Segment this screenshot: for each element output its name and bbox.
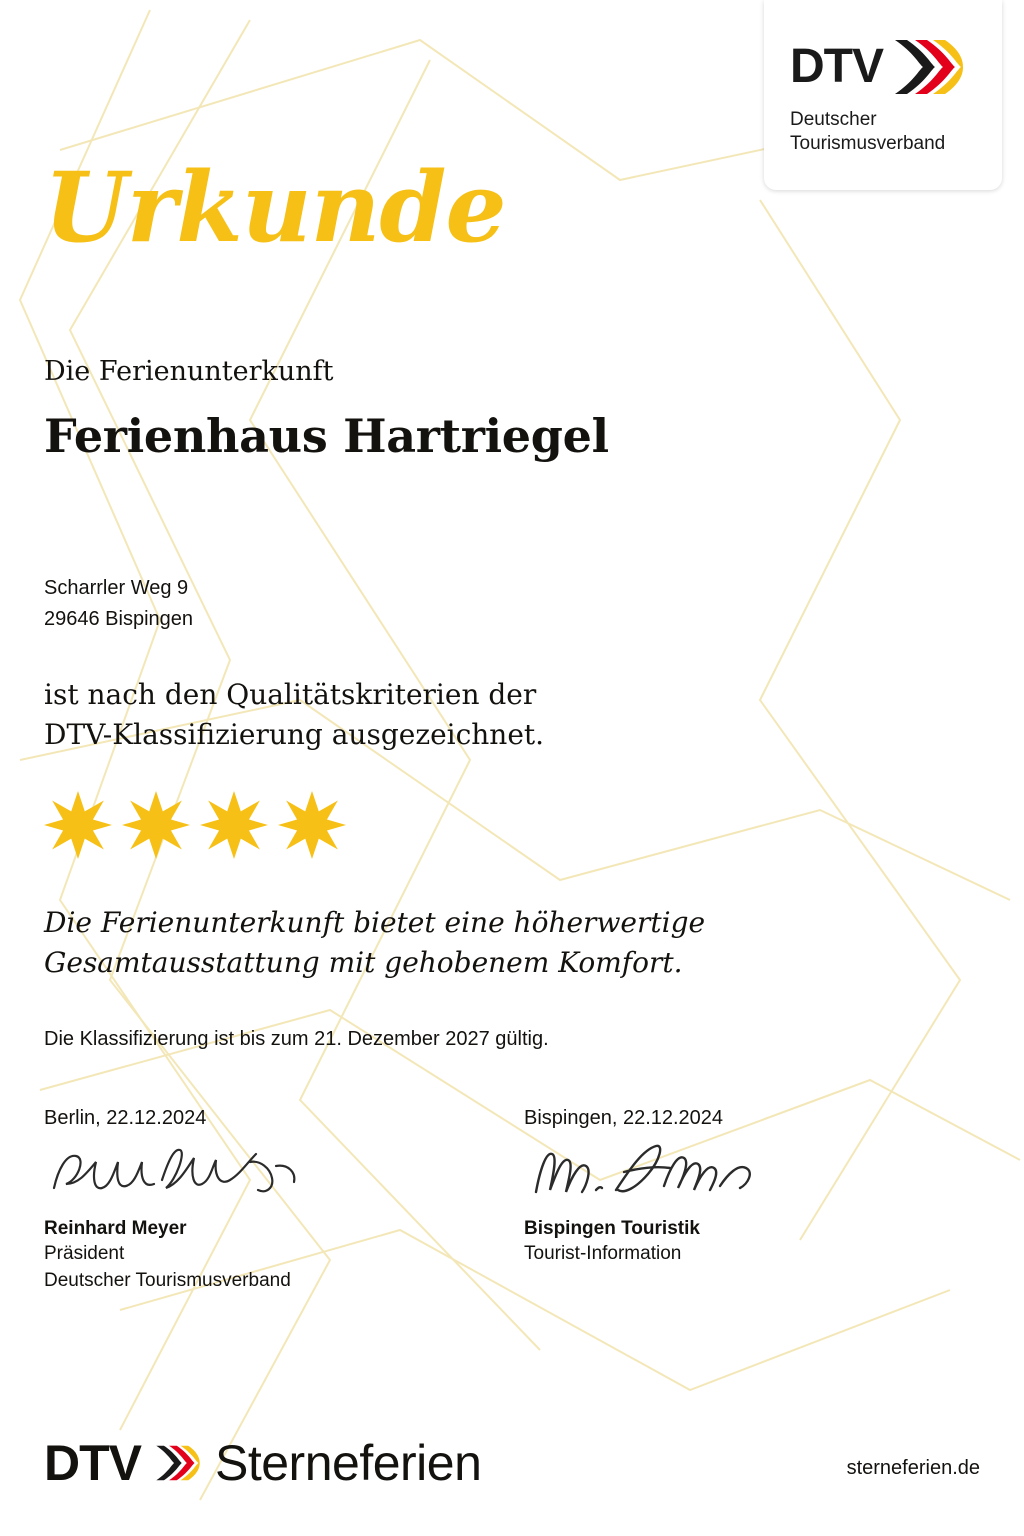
star-rating [44,791,944,859]
property-name: Ferienhaus Hartriegel [44,409,609,463]
star-icon [278,791,346,859]
signature-place-date: Bispingen, 22.12.2024 [524,1106,724,1129]
criteria-line-2: DTV-Klassifizierung ausgezeichnet. [44,717,545,751]
page-title: Urkunde [44,151,506,264]
signatory-name: Reinhard Meyer [44,1217,187,1239]
footer-brand-name: Sterneferien [215,1435,482,1491]
description-line-1: Die Ferienunterkunft bietet eine höherwertige [44,905,706,939]
signature-row [44,1107,944,1295]
signatory-role-2: Deutscher Tourismusverband [44,1270,291,1292]
dtv-wordmark: DTV [790,40,883,93]
address-line-1: Scharrler Weg 9 [44,577,189,599]
address-line-2: 29646 Bispingen [44,608,194,630]
criteria-text [44,675,944,755]
signatory-name: Bispingen Touristik [524,1217,700,1239]
footer-brand-logo [44,1435,482,1491]
certificate-content [44,0,944,1295]
description-line-2: Gesamtausstattung mit gehobenem Komfort. [44,946,683,980]
signatory-role-1: Tourist-Information [524,1242,682,1264]
signature-place-date: Berlin, 22.12.2024 [44,1106,207,1129]
signature-block-left [44,1107,524,1295]
star-icon [200,791,268,859]
criteria-line-1: ist nach den Qualitätskriterien der [44,678,537,711]
footer-url: sterneferien.de [846,1457,980,1479]
dtv-subtitle-line1: Deutscher [790,109,877,130]
signature-mark [524,1136,944,1218]
footer-dtv-wordmark: DTV [44,1435,141,1491]
footer [44,1435,980,1491]
rating-description [44,903,944,984]
dtv-subtitle-line2: Tourismusverband [790,133,946,155]
lead-text: Die Ferienunterkunft [44,356,334,387]
property-address [44,573,944,635]
star-icon [122,791,190,859]
validity-text: Die Klassifizierung ist bis zum 21. Dezember 2027 gültig. [44,1027,549,1050]
footer-chevrons-icon [155,1443,201,1483]
signature-block-right [524,1107,944,1295]
signature-mark [44,1136,524,1218]
signatory-role-1: Präsident [44,1242,125,1264]
star-icon [44,791,112,859]
